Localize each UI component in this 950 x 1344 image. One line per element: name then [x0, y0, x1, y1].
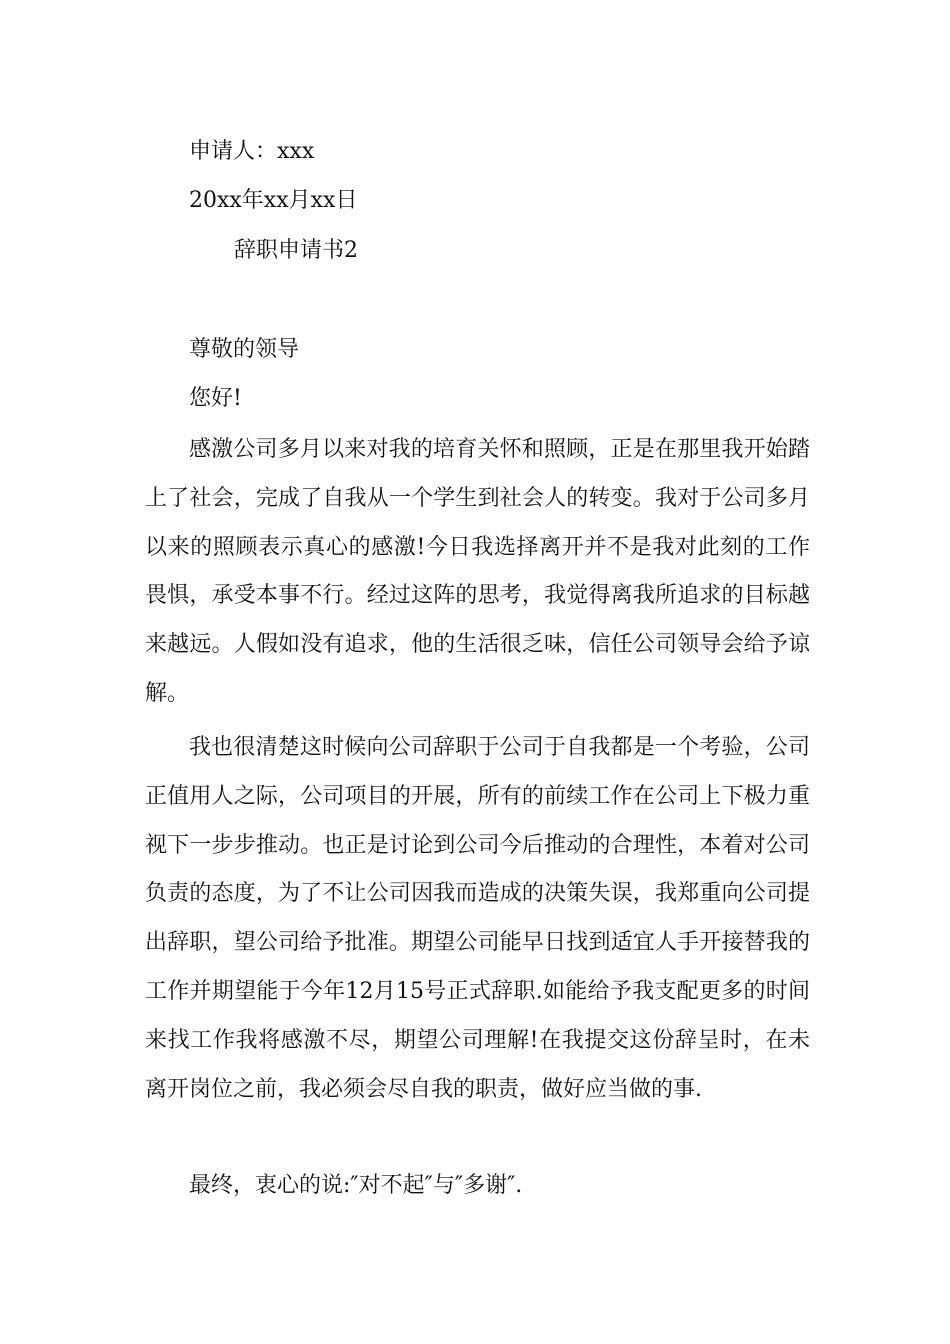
date-line: 20xx年xx月xx日	[189, 188, 358, 213]
greeting: 您好!	[189, 386, 242, 411]
salutation: 尊敬的领导	[189, 337, 300, 362]
body-paragraph-1: 感激公司多月以来对我的培育关怀和照顾，正是在那里我开始踏上了社会，完成了自我从一个学生到社会人的转变。我对于公司多月以来的照顾表示真心的感激!今日我选择离开并不是我对此刻的工作畏惧，承受本事不行。经过这阵的思考，我觉得离我所追求的目标越来越远。人假如没有追求，他的生活很乏味，信任公司领导会给予谅解。	[145, 437, 810, 706]
closing-paragraph: 最终，衷心的说:″对不起″与″多谢″.	[189, 1173, 523, 1198]
body-paragraph-2: 我也很清楚这时候向公司辞职于公司于自我都是一个考验，公司正值用人之际，公司项目的开展，所有的前续工作在公司上下极力重视下一步步推动。也正是讨论到公司今后推动的合理性，本着对公司负责的态度，为了不让公司因我而造成的决策失误，我郑重向公司提出辞职，望公司给予批准。期望公司能早日找到适宜人手开接替我的工作并期望能于今年12月15号正式辞职.如能给予我支配更多的时间来找工作我将感激不尽，期望公司理解!在我提交这份辞呈时，在未离开岗位之前，我必须会尽自我的职责，做好应当做的事.	[145, 735, 810, 1102]
applicant-line: 申请人：xxx	[189, 139, 315, 164]
letter-title: 辞职申请书2	[234, 238, 358, 263]
